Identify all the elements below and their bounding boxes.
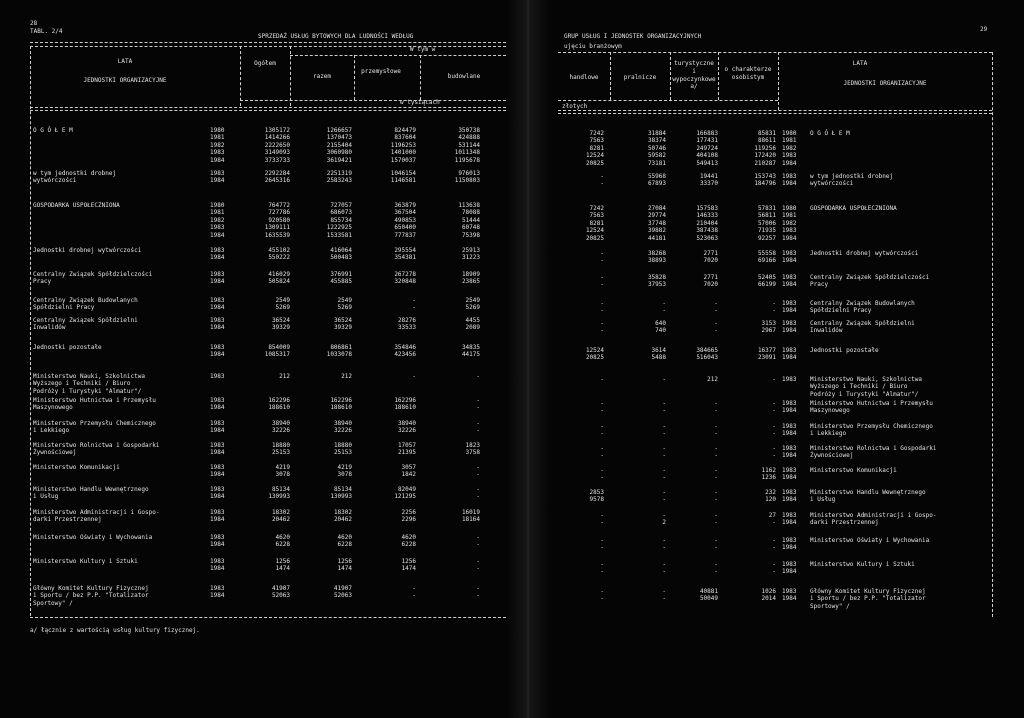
cell-razem: 18302 20462 (333, 509, 352, 524)
row-label: Ministerstwo Handlu Wewnętrznego i Usług (810, 489, 926, 504)
row-label: Centralny Związek Budowlanych Spółdzielni Pracy (810, 300, 915, 315)
row-label: Centralny Związek Spółdzielni Inwalidów (33, 317, 138, 332)
cell-razem: 727057 686073 855734 1222925 1533581 (326, 202, 352, 239)
cell-ogolem: 416029 505824 (268, 271, 290, 286)
cell-budowlane: - (476, 373, 480, 380)
cell-osobiste: 153743 184796 (754, 173, 776, 188)
row-label: Jednostki drobnej wytwórczości (810, 250, 919, 257)
footnote: a/ łącznie z wartością usług kultury fizycznej. (30, 627, 200, 634)
cell-razem: 416064 500483 (330, 247, 352, 262)
row-years: 1983 1984 (210, 247, 225, 262)
cell-handlowe: - - (600, 423, 604, 438)
w-tym-header: W tym w (410, 46, 436, 53)
cell-pralnicze: 3614 5488 (651, 347, 666, 362)
cell-osobiste: - - (772, 400, 776, 415)
cell-razem: 806861 1033078 (326, 344, 352, 359)
cell-przemyslowe: 824479 837604 1196253 1401000 1570037 (390, 127, 416, 164)
cell-ogolem: 36524 39329 (271, 317, 290, 332)
cell-handlowe: - - (600, 400, 604, 415)
row-years: 1983 1984 (210, 397, 225, 412)
cell-turystyczne: - - (714, 400, 718, 415)
razem-header: razem (312, 73, 332, 80)
cell-ogolem: 2549 5269 (275, 297, 290, 312)
cell-osobiste: 57831 56811 57006 71935 92257 (757, 205, 776, 242)
cell-przemyslowe: - - (412, 585, 416, 600)
cell-ogolem: 455102 550222 (268, 247, 290, 262)
cell-ogolem: 854009 1085317 (264, 344, 290, 359)
cell-pralnicze: - - (662, 400, 666, 415)
cell-ogolem: 1256 1474 (275, 558, 290, 573)
cell-pralnicze: - - (662, 588, 666, 603)
cell-turystyczne: - - (714, 512, 718, 527)
cell-pralnicze: - - (662, 423, 666, 438)
row-label: Ministerstwo Kultury i Sztuki (810, 561, 915, 568)
row-years: 1983 1984 (782, 423, 797, 438)
cell-osobiste: - - (772, 561, 776, 576)
row-years: 1983 1984 (210, 558, 225, 573)
cell-budowlane: - - (476, 464, 480, 479)
cell-osobiste: - - (772, 423, 776, 438)
row-label: Ministerstwo Hutnictwa i Przemysłu Maszynowego (810, 400, 933, 415)
row-years: 1983 1984 (782, 588, 797, 603)
pralnicze-header: pralnicze (623, 74, 657, 81)
cell-budowlane: - - (476, 558, 480, 573)
row-years: 1983 1984 (782, 274, 797, 289)
row-label: Ministerstwo Komunikacji (33, 464, 120, 471)
row-years: 1983 1984 (210, 442, 225, 457)
przemyslowe-header: przemysłowe (361, 68, 401, 75)
cell-turystyczne: - - (714, 445, 718, 460)
cell-turystyczne: 2771 7020 (703, 274, 718, 289)
cell-pralnicze: - - (662, 561, 666, 576)
cell-przemyslowe: 2256 2296 (401, 509, 416, 524)
cell-osobiste: 1026 2014 (761, 588, 776, 603)
cell-pralnicze: 55968 67893 (647, 173, 666, 188)
left-lata-label: LATA (117, 58, 133, 65)
row-years: 1980 1981 1982 1983 1984 (210, 127, 225, 164)
cell-przemyslowe: 38940 32226 (397, 420, 416, 435)
cell-osobiste: - - (772, 445, 776, 460)
cell-przemyslowe: 363879 367504 490853 650400 777837 (394, 202, 416, 239)
row-years: 1983 1984 (782, 347, 797, 362)
cell-handlowe: 12524 20825 (585, 347, 604, 362)
cell-pralnicze: - (662, 376, 666, 383)
cell-razem: 4620 6228 (337, 534, 352, 549)
row-label: Ministerstwo Oświaty i Wychowania (810, 537, 930, 544)
cell-turystyczne: - - (714, 300, 718, 315)
cell-turystyczne: 157583 146333 210404 387438 523063 (696, 205, 718, 242)
cell-handlowe: - - (600, 300, 604, 315)
right-table-subtitle: ujęciu branżowym (564, 43, 622, 50)
cell-razem: 36524 39329 (333, 317, 352, 332)
cell-turystyczne: - - (714, 467, 718, 482)
cell-turystyczne: - - (714, 320, 718, 335)
cell-turystyczne: 40881 50049 (699, 588, 718, 603)
table-id: TABL. 2/4 (30, 28, 63, 35)
row-years: 1983 1984 (210, 534, 225, 549)
cell-budowlane: 350738 424888 531144 1011348 1195678 (454, 127, 480, 164)
row-label: Centralny Związek Spółdzielczości Pracy (33, 271, 153, 286)
row-label: O G Ó Ł E M (33, 127, 73, 134)
cell-budowlane: 18909 23865 (461, 271, 480, 286)
cell-handlowe: - - (600, 561, 604, 576)
cell-przemyslowe: 354846 423456 (394, 344, 416, 359)
row-years: 1980 1981 1982 1983 1984 (782, 130, 797, 167)
cell-przemyslowe: 17057 21395 (397, 442, 416, 457)
cell-pralnicze: 640 740 (655, 320, 666, 335)
row-label: Ministerstwo Administracji i Gospo- darki Przestrzennej (33, 509, 160, 524)
row-label: w tym jednostki drobnej wytwórczości (33, 170, 117, 185)
cell-budowlane: 16019 18164 (461, 509, 480, 524)
cell-razem: 2251319 2583243 (326, 170, 352, 185)
cell-pralnicze: 35828 37953 (647, 274, 666, 289)
cell-ogolem: 18302 20462 (271, 509, 290, 524)
row-label: O G Ó Ł E M (810, 130, 850, 137)
cell-turystyczne: - - (714, 537, 718, 552)
cell-budowlane: 976013 1150803 (454, 170, 480, 185)
cell-turystyczne: - - (714, 561, 718, 576)
cell-przemyslowe: 4620 6228 (401, 534, 416, 549)
zlotych-label: złotych (562, 103, 588, 110)
cell-przemyslowe: - (412, 373, 416, 380)
cell-handlowe: 7242 7563 8281 12524 20825 (585, 130, 604, 167)
cell-ogolem: 2292284 2645316 (264, 170, 290, 185)
row-label: Ministerstwo Nauki, Szkolnictwa Wyższego i Techniki / Biuro Podróży i Turystyki "Almatur"/ (33, 373, 145, 395)
cell-handlowe: - - (600, 173, 604, 188)
cell-budowlane: 113638 78088 51444 60748 75398 (458, 202, 480, 239)
cell-razem: 2549 5269 (337, 297, 352, 312)
cell-przemyslowe: 1046154 1146581 (390, 170, 416, 185)
row-years: 1983 1984 (782, 250, 797, 265)
cell-budowlane: 34835 44175 (461, 344, 480, 359)
row-label: Ministerstwo Nauki, Szkolnictwa Wyższego i Techniki / Biuro Podróży i Turystyki "Almatur"/ (810, 376, 922, 398)
right-table-title: GRUP USŁUG I JEDNOSTEK ORGANIZACYJNYCH (564, 33, 702, 40)
cell-przemyslowe: 162296 188610 (394, 397, 416, 412)
cell-ogolem: 212 (279, 373, 290, 380)
row-label: Główny Komitet Kultury Fizycznej i Sportu / bez P.P. "Totalizator Sportowy" / (33, 585, 149, 607)
row-years: 1983 1984 (210, 420, 225, 435)
cell-pralnicze: - - (662, 489, 666, 504)
right-jednostki-label: JEDNOSTKI ORGANIZACYJNE (843, 80, 927, 87)
row-label: Centralny Związek Spółdzielczości Pracy (810, 274, 930, 289)
cell-handlowe: - - (600, 250, 604, 265)
row-label: w tym jednostki drobnej wytwórczości (810, 173, 894, 188)
cell-razem: 4219 3078 (337, 464, 352, 479)
cell-pralnicze: 31884 38374 50746 59582 73181 (647, 130, 666, 167)
cell-handlowe: - - (600, 512, 604, 527)
cell-razem: 38940 32226 (333, 420, 352, 435)
cell-turystyczne: 2771 7020 (703, 250, 718, 265)
cell-handlowe: - (600, 376, 604, 383)
row-years: 1980 1981 1982 1983 1984 (210, 202, 225, 239)
row-label: Ministerstwo Oświaty i Wychowania (33, 534, 153, 541)
cell-budowlane: 4455 2089 (465, 317, 480, 332)
row-label: Ministerstwo Przemysłu Chemicznego i Lekkiego (33, 420, 156, 435)
cell-osobiste: 232 120 (765, 489, 776, 504)
row-years: 1983 1984 (210, 486, 225, 501)
cell-budowlane: 25913 31223 (461, 247, 480, 262)
cell-pralnicze: 38268 38893 (647, 250, 666, 265)
cell-turystyczne: 19441 33370 (699, 173, 718, 188)
row-label: Ministerstwo Administracji i Gospo- darki Przestrzennej (810, 512, 937, 527)
cell-ogolem: 162296 188610 (268, 397, 290, 412)
cell-ogolem: 764772 727786 920580 1309111 1635539 (264, 202, 290, 239)
cell-osobiste: 3153 2967 (761, 320, 776, 335)
row-label: GOSPODARKA USPOŁECZNIONA (810, 205, 897, 212)
row-years: 1983 1984 (210, 585, 225, 600)
cell-osobiste: 55558 69166 (757, 250, 776, 265)
cell-przemyslowe: 28276 33533 (397, 317, 416, 332)
ogolem-header: Ogółem (254, 60, 276, 67)
handlowe-header: handlowe (569, 74, 599, 81)
cell-turystyczne: - - (714, 489, 718, 504)
row-label: Ministerstwo Hutnictwa i Przemysłu Maszynowego (33, 397, 156, 412)
row-years: 1983 1984 (782, 400, 797, 415)
row-label: Centralny Związek Spółdzielni Inwalidów (810, 320, 915, 335)
row-years: 1983 1984 (782, 467, 797, 482)
row-years: 1983 1984 (210, 271, 225, 286)
row-years: 1983 1984 (782, 489, 797, 504)
cell-osobiste: - (772, 376, 776, 383)
cell-pralnicze: - - (662, 445, 666, 460)
row-label: Jednostki pozostałe (810, 347, 879, 354)
osobisty-header: o charakterze osobistym (724, 66, 772, 81)
cell-turystyczne: 166883 177431 249724 404108 549413 (696, 130, 718, 167)
cell-osobiste: 27 - (768, 512, 776, 527)
row-label: Ministerstwo Komunikacji (810, 467, 897, 474)
cell-razem: 376991 455885 (330, 271, 352, 286)
cell-budowlane: - - (476, 585, 480, 600)
cell-razem: 162296 188610 (330, 397, 352, 412)
row-label: Główny Komitet Kultury Fizycznej i Sportu / bez P.P. "Totalizator Sportowy" / (810, 588, 926, 610)
cell-ogolem: 85134 130993 (268, 486, 290, 501)
row-label: Jednostki drobnej wytwórczości (33, 247, 142, 254)
cell-przemyslowe: 267278 320848 (394, 271, 416, 286)
cell-razem: 1266657 1370473 2155404 3060980 3619421 (326, 127, 352, 164)
cell-ogolem: 4620 6228 (275, 534, 290, 549)
turystyczne-header: turystyczne i wypoczynkowe a/ (672, 60, 716, 91)
cell-turystyczne: 384665 516043 (696, 347, 718, 362)
cell-razem: 18880 25153 (333, 442, 352, 457)
row-years: 1983 1984 (210, 317, 225, 332)
cell-pralnicze: 27084 29774 37748 39882 44181 (647, 205, 666, 242)
left-page-number: 28 (30, 20, 38, 27)
row-years: 1983 1984 (210, 344, 225, 359)
cell-ogolem: 4219 3078 (275, 464, 290, 479)
cell-budowlane: - - (476, 397, 480, 412)
row-years: 1983 1984 (210, 170, 225, 185)
cell-budowlane: - - (476, 420, 480, 435)
cell-razem: 1256 1474 (337, 558, 352, 573)
cell-przemyslowe: 3057 1842 (401, 464, 416, 479)
left-jednostki-label: JEDNOSTKI ORGANIZACYJNE (83, 77, 167, 84)
cell-osobiste: 16377 23091 (757, 347, 776, 362)
row-years: 1983 1984 (782, 445, 797, 460)
cell-handlowe: - - (600, 274, 604, 289)
row-years: 1980 1981 1982 1983 1984 (782, 205, 797, 242)
cell-turystyczne: 212 (707, 376, 718, 383)
cell-osobiste: 85831 88611 119256 172420 210287 (754, 130, 776, 167)
budowlane-header: budowlane (447, 73, 481, 80)
cell-handlowe: 2853 9578 (589, 489, 604, 504)
row-years: 1983 1984 (782, 173, 797, 188)
cell-osobiste: 52405 66199 (757, 274, 776, 289)
row-label: Ministerstwo Kultury i Sztuki (33, 558, 138, 565)
cell-budowlane: - - (476, 534, 480, 549)
cell-pralnicze: - - (662, 467, 666, 482)
row-years: 1983 1984 (210, 509, 225, 524)
cell-pralnicze: - - (662, 537, 666, 552)
row-label: Ministerstwo Handlu Wewnętrznego i Usług (33, 486, 149, 501)
left-table-title: SPRZEDAŻ USŁUG BYTOWYCH DLA LUDNOŚCI WEDŁUG (258, 33, 414, 40)
row-label: Centralny Związek Budowlanych Spółdzielni Pracy (33, 297, 138, 312)
row-label: Ministerstwo Przemysłu Chemicznego i Lekkiego (810, 423, 933, 438)
row-years: 1983 (210, 373, 225, 380)
cell-handlowe: - - (600, 445, 604, 460)
cell-budowlane: - - (476, 486, 480, 501)
row-years: 1983 1984 (782, 512, 797, 527)
cell-przemyslowe: 1256 1474 (401, 558, 416, 573)
right-page-number: 29 (980, 26, 988, 33)
cell-ogolem: 41907 52063 (271, 585, 290, 600)
cell-osobiste: 1162 1236 (761, 467, 776, 482)
cell-osobiste: - - (772, 300, 776, 315)
cell-razem: 85134 130993 (330, 486, 352, 501)
cell-handlowe: - - (600, 537, 604, 552)
row-label: Ministerstwo Rolnictwa i Gospodarki Żywnościowej (33, 442, 160, 457)
row-label: GOSPODARKA USPOŁECZNIONA (33, 202, 120, 209)
book-spine (506, 0, 550, 718)
cell-ogolem: 38940 32226 (271, 420, 290, 435)
cell-razem: 212 (341, 373, 352, 380)
cell-pralnicze: - - (662, 300, 666, 315)
cell-razem: 41907 52063 (333, 585, 352, 600)
row-years: 1983 (782, 376, 797, 383)
row-years: 1983 1984 (210, 464, 225, 479)
cell-budowlane: 2549 5269 (465, 297, 480, 312)
cell-budowlane: 1823 3758 (465, 442, 480, 457)
cell-przemyslowe: - - (412, 297, 416, 312)
cell-handlowe: - - (600, 467, 604, 482)
cell-handlowe: - - (600, 320, 604, 335)
cell-handlowe: 7242 7563 8281 12524 20825 (585, 205, 604, 242)
row-years: 1983 1984 (210, 297, 225, 312)
row-years: 1983 1984 (782, 320, 797, 335)
w-tysiacach-label: w tysiącach (400, 99, 440, 106)
cell-przemyslowe: 295554 354381 (394, 247, 416, 262)
cell-pralnicze: - 2 (662, 512, 666, 527)
row-label: Jednostki pozostałe (33, 344, 102, 351)
cell-osobiste: - - (772, 537, 776, 552)
row-years: 1983 1984 (782, 537, 797, 552)
cell-przemyslowe: 82049 121295 (394, 486, 416, 501)
cell-ogolem: 1305172 1414266 2222650 3149093 3733733 (264, 127, 290, 164)
cell-ogolem: 18880 25153 (271, 442, 290, 457)
right-lata-label: LATA (852, 60, 868, 67)
row-years: 1983 1984 (782, 561, 797, 576)
cell-handlowe: - - (600, 588, 604, 603)
row-label: Ministerstwo Rolnictwa i Gospodarki Żywnościowej (810, 445, 937, 460)
cell-turystyczne: - - (714, 423, 718, 438)
row-years: 1983 1984 (782, 300, 797, 315)
